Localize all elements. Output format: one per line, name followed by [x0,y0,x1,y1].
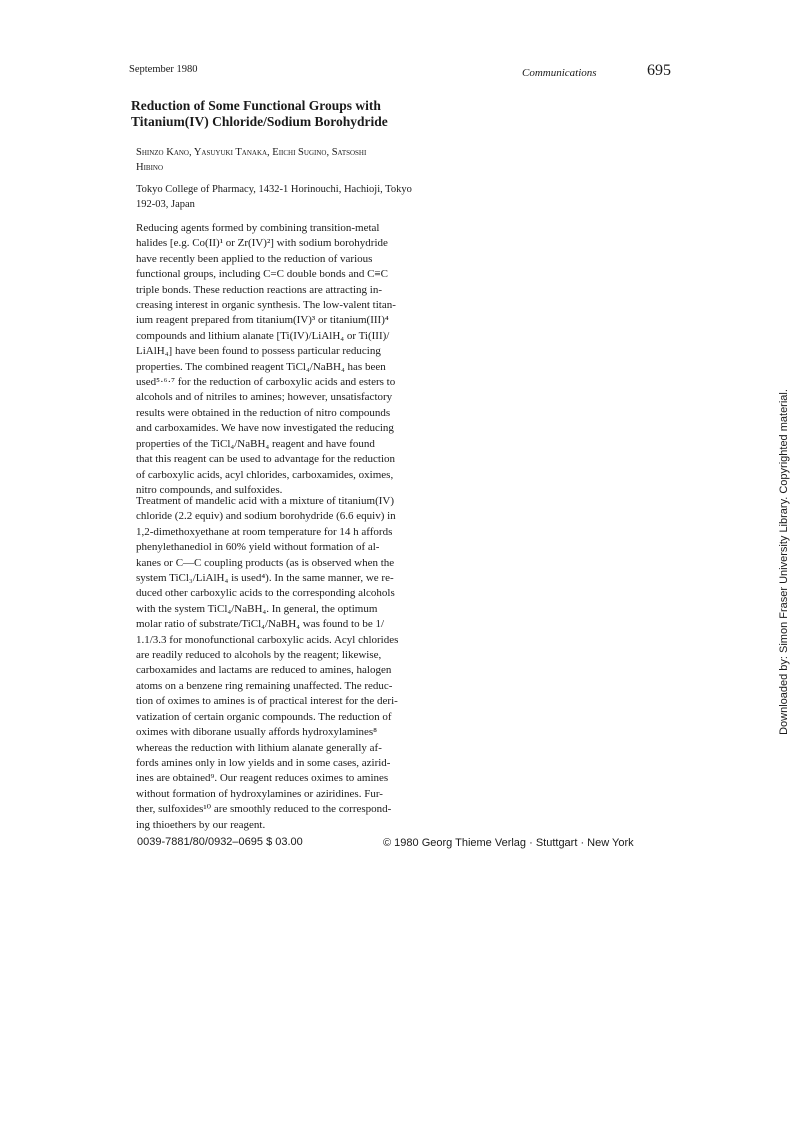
text-line: have recently been applied to the reduction of various [136,252,373,265]
text-line: fords amines only in low yields and in some cases, azirid- [136,756,391,769]
body-paragraph-2 [136,494,436,833]
author-list [136,145,436,175]
text-line: vatization of certain organic compounds. The reduction of [136,710,392,723]
text-line: system TiCl₃/LiAlH₄ is used⁴). In the same manner, we re- [136,572,394,585]
author-line: Shinzo Kano, Yasuyuki Tanaka, Eiichi Sugino, Satsoshi [136,147,367,158]
text-line: tion of oximes to amines is of practical interest for the deri- [136,695,398,708]
text-line: atoms on a benzene ring remaining unaffected. The reduc- [136,679,393,692]
text-line: oximes with diborane usually affords hydroxylamines⁸ [136,726,378,739]
text-line: properties of the TiCl₄/NaBH₄ reagent and have found [136,437,375,450]
affiliation-line: Tokyo College of Pharmacy, 1432-1 Horinouchi, Hachioji, Tokyo [136,184,412,195]
text-line: Treatment of mandelic acid with a mixture of titanium(IV) [136,495,395,507]
text-line: duced other carboxylic acids to the corresponding alcohols [136,587,395,600]
text-line: functional groups, including C=C double bonds and C≡C [136,268,388,281]
title-line: Reduction of Some Functional Groups with [131,98,381,113]
text-line: ines are obtained⁹. Our reagent reduces oximes to amines [136,772,389,785]
header-date: September 1980 [129,64,198,75]
author-line: Hibino [136,162,164,173]
text-line: halides [e.g. Co(II)¹ or Zr(IV)²] with sodium borohydride [136,237,388,250]
affiliation-line: 192-03, Japan [136,199,195,210]
text-line: molar ratio of substrate/TiCl₄/NaBH₄ was found to be 1/ [136,618,385,631]
text-line: carboxamides and lactams are reduced to amines, halogen [136,664,392,677]
text-line: of carboxylic acids, acyl chlorides, carboxamides, oximes, [136,468,394,481]
body-paragraph-1 [136,221,436,498]
text-line: properties. The combined reagent TiCl₄/NaBH₄ has been [136,360,386,373]
affiliation [136,182,436,212]
text-line: phenylethanediol in 60% yield without formation of al- [136,541,380,554]
text-line: whereas the reduction with lithium alanate generally af- [136,741,382,754]
header-journal: Communications [522,67,597,79]
text-line: ium reagent prepared from titanium(IV)³ or titanium(III)⁴ [136,314,389,327]
text-line: 1,2-dimethoxyethane at room temperature for 14 h affords [136,525,393,538]
text-line: compounds and lithium alanate [Ti(IV)/LiAlH₄ or Ti(III)/ [136,329,390,342]
article-title [131,98,431,130]
text-line: Reducing agents formed by combining transition-metal [136,222,380,234]
text-line: alcohols and of nitriles to amines; however, unsatisfactory [136,391,393,404]
footer-issn-code: 0039-7881/80/0932–0695 $ 03.00 [137,836,303,848]
text-line: ther, sulfoxides¹⁰ are smoothly reduced to the correspond- [136,803,392,816]
text-line: and carboxamides. We have now investigated the reducing [136,422,394,435]
header-page-number: 695 [647,62,671,79]
text-line: kanes or C—C coupling products (as is observed when the [136,556,395,569]
text-line: used⁵·⁶·⁷ for the reduction of carboxylic acids and esters to [136,376,396,389]
download-watermark: Downloaded by: Simon Fraser University Library. Copyrighted material. [778,389,790,735]
text-line: ing thioethers by our reagent. [136,818,266,831]
text-line: with the system TiCl₄/NaBH₄. In general, the optimum [136,602,378,615]
text-line: chloride (2.2 equiv) and sodium borohydride (6.6 equiv) in [136,510,396,523]
text-line: results were obtained in the reduction of nitro compounds [136,406,391,419]
text-line: that this reagent can be used to advantage for the reduction [136,453,396,466]
text-line: LiAlH₄] have been found to possess particular reducing [136,345,381,358]
text-line: without formation of hydroxylamines or aziridines. Fur- [136,787,383,800]
text-line: nitro compounds, and sulfoxides. [136,483,283,496]
text-line: 1.1/3.3 for monofunctional carboxylic acids. Acyl chlorides [136,633,399,646]
footer-copyright: © 1980 Georg Thieme Verlag · Stuttgart · New York [383,837,634,849]
text-line: are readily reduced to alcohols by the reagent; likewise, [136,649,382,662]
text-line: triple bonds. These reduction reactions are attracting in- [136,283,382,296]
title-line: Titanium(IV) Chloride/Sodium Borohydride [131,114,388,129]
text-line: creasing interest in organic synthesis. The low-valent titan- [136,299,396,312]
